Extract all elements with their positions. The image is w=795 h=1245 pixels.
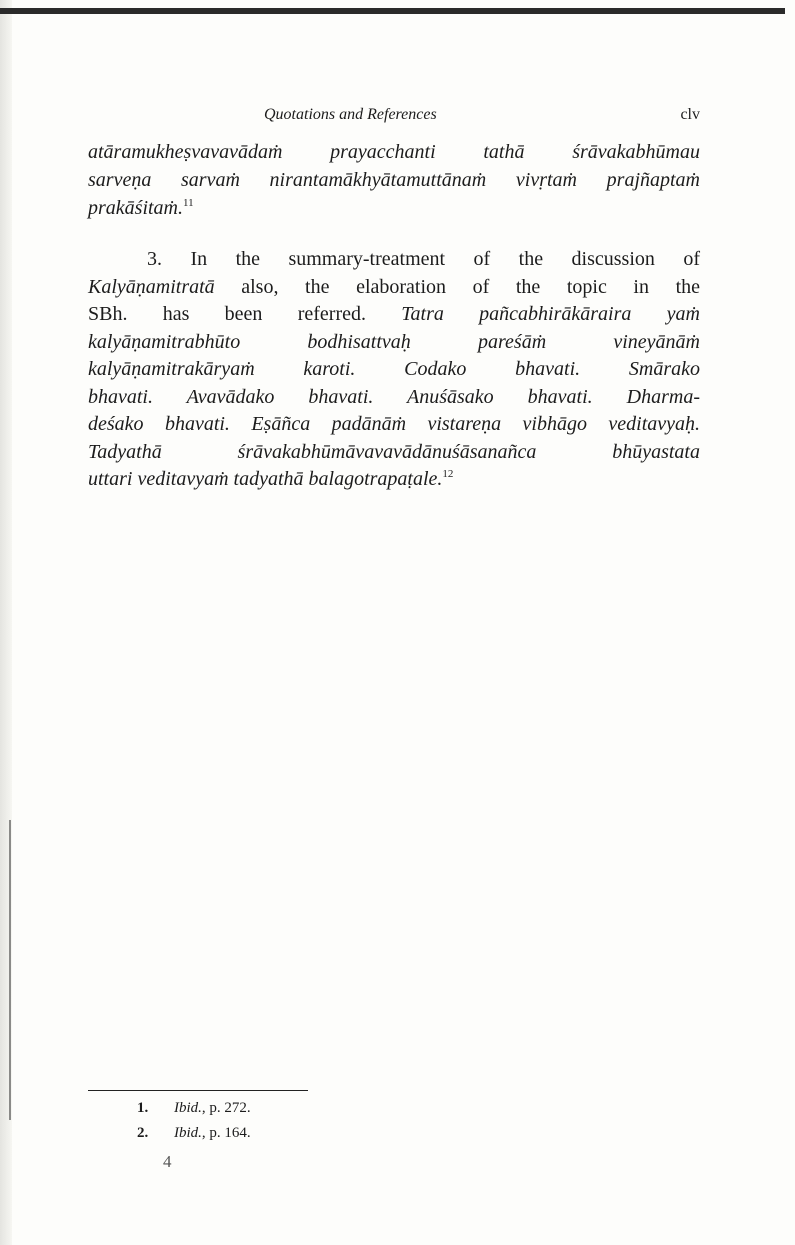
- italic-text: uttari veditavyaṁ tadyathā balagotrapaṭale.: [88, 468, 443, 490]
- text-line: [88, 356, 700, 382]
- italic-text: kalyāṇamitrakāryaṁ karoti. Codako bhavati. Smārako: [88, 358, 700, 380]
- italic-text: kalyāṇamitrabhūto bodhisattvaḥ pareśāṁ vineyānāṁ: [88, 331, 700, 353]
- footnote-marker: 12: [442, 468, 454, 480]
- footnote-text: , p. 164.: [201, 1125, 251, 1141]
- paragraph-text: SBh. has been referred.: [88, 303, 402, 325]
- text-line: [88, 411, 700, 437]
- footnote-ref: Ibid.: [174, 1125, 202, 1141]
- paragraph-text: also, the elaboration of the topic in the: [214, 276, 700, 298]
- text-line: [88, 301, 700, 327]
- scan-edge-mark: [9, 820, 11, 1120]
- text-line: [147, 246, 700, 272]
- footnote-text: , p. 272.: [201, 1100, 251, 1116]
- header-title: Quotations and References: [264, 106, 437, 123]
- text-line: [88, 139, 700, 165]
- text-line: [88, 329, 700, 355]
- italic-text: Tatra pañcabhirākāraira yaṁ: [401, 303, 700, 325]
- italic-text: atāramukheṣvavavādaṁ prayacchanti tathā śrāvakabhūmau: [88, 141, 700, 163]
- italic-text: prakāśitaṁ.: [88, 197, 183, 219]
- italic-text: Tadyathā śrāvakabhūmāvavavādānuśāsanañca bhūyastata: [88, 441, 700, 463]
- italic-text: deśako bhavati. Eṣāñca padānāṁ vistareṇa vibhāgo veditavyaḥ.: [88, 413, 700, 435]
- text-line: [88, 384, 700, 410]
- scan-top-border: [0, 8, 785, 14]
- footnote-rule: [88, 1090, 308, 1091]
- footnote: [137, 1125, 251, 1142]
- text-line: [88, 274, 700, 300]
- text-line: [88, 195, 700, 221]
- text-line: [88, 466, 700, 492]
- italic-text: bhavati. Avavādako bhavati. Anuśāsako bhavati. Dharma-: [88, 386, 700, 408]
- text-line: [88, 439, 700, 465]
- italic-text: sarveṇa sarvaṁ nirantamākhyātamuttānaṁ vivṛtaṁ prajñaptaṁ: [88, 169, 700, 191]
- footnote-number: 2.: [137, 1125, 149, 1141]
- running-header: [88, 106, 700, 130]
- italic-text: Kalyāṇamitratā: [88, 276, 215, 298]
- text-line: [88, 167, 700, 193]
- page-number: clv: [680, 106, 700, 123]
- footnote: [137, 1100, 251, 1117]
- footnote-number: 1.: [137, 1100, 149, 1116]
- paragraph-text: 3. In the summary-treatment of the discussion of: [147, 248, 700, 270]
- signature-mark: 4: [163, 1152, 172, 1171]
- footnote-ref: Ibid.: [174, 1100, 202, 1116]
- footnote-marker: 11: [183, 197, 194, 209]
